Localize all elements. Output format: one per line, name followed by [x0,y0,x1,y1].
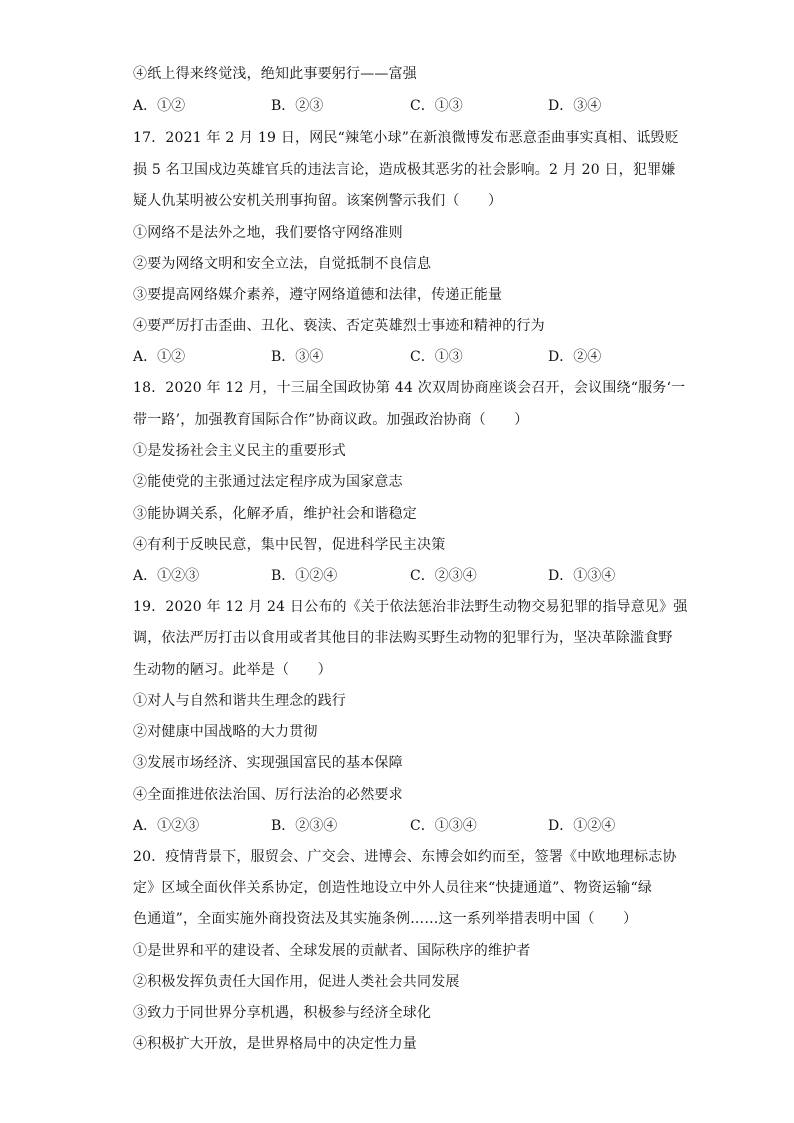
q19-option-d: D．①②④ [548,818,616,834]
q18-options [133,566,693,586]
q17-statement-2: ②要为网络文明和安全立法，自觉抵制不良信息 [133,256,432,272]
q18-statement-4: ④有利于反映民意，集中民智，促进科学民主决策 [133,537,446,553]
q16-option-c: C．①③ [410,98,463,114]
q18-option-b: B．①②④ [271,568,338,584]
q17-option-b: B．③④ [271,349,324,365]
q20-statement-1: ①是世界和平的建设者、全球发展的贡献者、国际秩序的维护者 [133,943,531,959]
q19-options [133,816,693,836]
q18-option-a: A．①②③ [133,568,200,584]
q16-option-d: D．③④ [548,98,602,114]
q17-statement-4: ④要严厉打击歪曲、丑化、亵渎、否定英雄烈士事迹和精神的行为 [133,318,545,334]
q20-stem-line: 色通道”，全面实施外商投资法及其实施条例……这一系列举措表明中国（ ） [133,911,638,927]
q16-options [133,96,693,116]
q17-option-c: C．①③ [410,349,463,365]
q19-statement-2: ②对健康中国战略的大力贯彻 [133,724,318,740]
q20-stem-line: 定》区域全面伙伴关系协定，创造性地设立中外人员往来“快捷通道”、物资运输“绿 [133,880,653,896]
q20-stem-line: 20．疫情背景下，服贸会、广交会、进博会、东博会如约而至，签署《中欧地理标志协 [133,849,677,865]
q17-statement-1: ①网络不是法外之地，我们要恪守网络准则 [133,225,403,241]
q17-stem-line: 17．2021 年 2 月 19 日，网民“辣笔小球”在新浪微博发布恶意歪曲事实真相、诋毁贬 [133,130,679,146]
q20-statement-2: ②积极发挥负责任大国作用，促进人类社会共同发展 [133,974,460,990]
q20-statement-3: ③致力于同世界分享机遇，积极参与经济全球化 [133,1005,432,1021]
q19-statement-4: ④全面推进依法治国、厉行法治的必然要求 [133,787,403,803]
q19-stem-line: 调，依法严厉打击以食用或者其他目的非法购买野生动物的犯罪行为，坚决革除滥食野 [133,630,673,646]
q20-statement-4: ④积极扩大开放，是世界格局中的决定性力量 [133,1036,417,1052]
q16-option-a: A．①② [133,98,186,114]
q17-options [133,347,693,367]
q17-statement-3: ③要提高网络媒介素养，遵守网络道德和法律，传递正能量 [133,287,503,303]
q19-stem-line: 19．2020 年 12 月 24 日公布的《关于依法惩治非法野生动物交易犯罪的指导意见》强 [133,599,688,615]
q17-stem-line: 疑人仇某明被公安机关刑事拘留。该案例警示我们（ ） [133,193,503,209]
q18-option-c: C．②③④ [410,568,477,584]
q19-statement-3: ③发展市场经济、实现强国富民的基本保障 [133,755,403,771]
q17-stem-line: 损 5 名卫国戍边英雄官兵的违法言论，造成极其恶劣的社会影响。2 月 20 日，犯罪嫌 [133,162,676,178]
q16-option-b: B．②③ [271,98,324,114]
q19-option-c: C．①③④ [410,818,477,834]
q18-stem-line: 18．2020 年 12 月，十三届全国政协第 44 次双周协商座谈会召开，会议围绕“服务‘一 [133,380,686,396]
q17-option-d: D．②④ [548,349,602,365]
q16-statement-4: ④纸上得来终觉浅，绝知此事要躬行——富强 [133,66,417,82]
q19-option-a: A．①②③ [133,818,200,834]
q18-stem-line: 带一路’，加强教育国际合作”协商议政。加强政治协商（ ） [133,412,529,428]
q18-option-d: D．①③④ [548,568,616,584]
q19-option-b: B．②③④ [271,818,338,834]
q18-statement-1: ①是发扬社会主义民主的重要形式 [133,443,346,459]
q19-statement-1: ①对人与自然和谐共生理念的践行 [133,693,346,709]
q18-statement-2: ②能使党的主张通过法定程序成为国家意志 [133,474,403,490]
q18-statement-3: ③能协调关系，化解矛盾，维护社会和谐稳定 [133,506,417,522]
q17-option-a: A．①② [133,349,186,365]
q19-stem-line: 生动物的陋习。此举是（ ） [133,662,332,678]
